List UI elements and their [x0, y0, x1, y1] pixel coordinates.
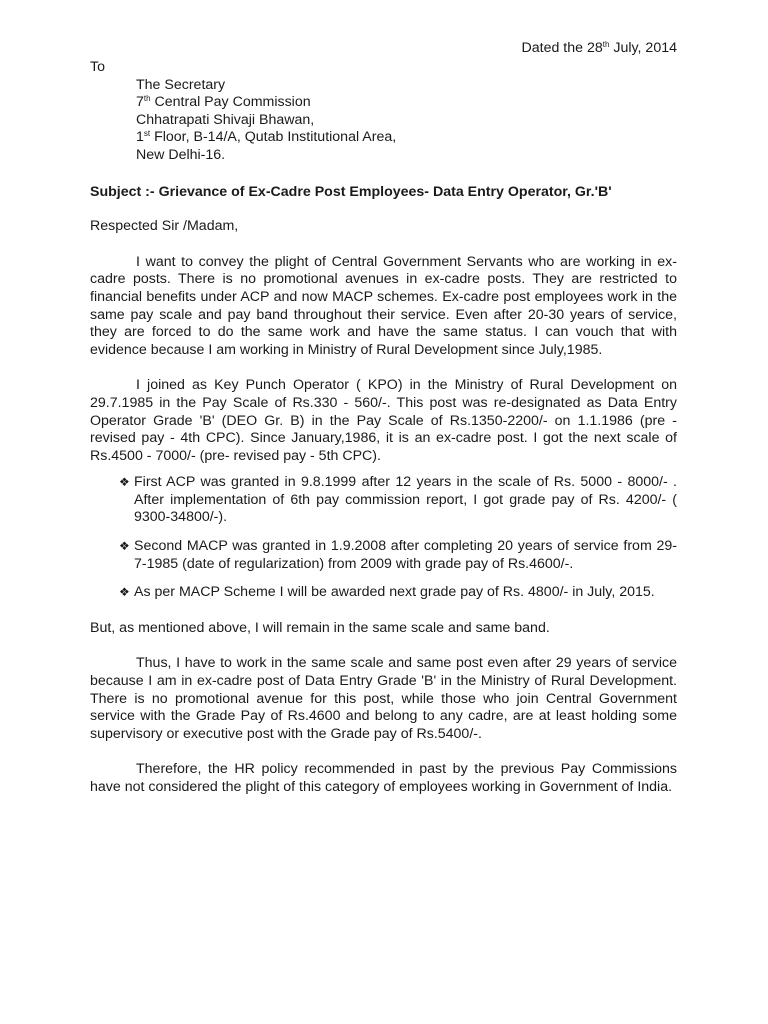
list-item-first-acp: [119, 474, 677, 527]
letter-date: [90, 40, 677, 59]
letter-page: [90, 40, 677, 797]
diamond-bullet-icon: ❖: [119, 585, 130, 600]
paragraph-plight: I want to convey the plight of Central Government Servants who are working in ex-cadre posts. There is no promotional avenues in ex-cadre posts. They are restricted to financial benefits under ACP and now MACP schemes. Ex-cadre post employees work in the same pay scale and pay band throughout their service. Even after 20-30 years of service, they are forced to do the same work and have the same status. I can vouch that with evidence because I am working in Ministry of Rural Development since July,1985.: [90, 253, 677, 358]
floor-number: 1: [136, 129, 144, 146]
commission-ordinal: th: [143, 94, 151, 104]
date-ordinal-suffix: th: [602, 40, 610, 49]
diamond-bullet-icon: ❖: [119, 539, 130, 554]
address-line-city: New Delhi-16.: [136, 146, 226, 163]
salutation: Respected Sir /Madam,: [90, 218, 239, 235]
benefits-list: [90, 474, 677, 602]
recipient-address: [136, 77, 677, 165]
date-prefix: Dated the 28: [521, 40, 603, 56]
floor-ordinal: st: [143, 129, 151, 139]
paragraph-29-years: Thus, I have to work in the same scale and same post even after 29 years of service because I am in ex-cadre post of Data Entry Grade 'B' in the Ministry of Rural Development. There is no promotional avenue for this post, while those who join Central Government service with the Grade Pay of Rs.4600 and belong to any cadre, are at least holding some supervisory or executive post with the Grade pay of Rs.5400/-.: [90, 655, 677, 742]
to-label: To: [90, 59, 105, 75]
paragraph-same-scale: But, as mentioned above, I will remain in the same scale and same band.: [90, 619, 550, 636]
address-line-title: The Secretary: [136, 76, 226, 93]
paragraph-joining-history: I joined as Key Punch Operator ( KPO) in the Ministry of Rural Development on 29.7.1985 in the Pay Scale of Rs.330 - 560/-. This post was re-designated as Data Entry Operator Grade 'B' (DEO Gr. B) in the Pay Scale of Rs.1350-2200/- on 1.1.1986 (pre - revised pay - 4th CPC). Since January,1986, it is an ex-cadre post. I got the next scale of Rs.4500 - 7000/- (pre- revised pay - 5th CPC).: [90, 377, 677, 464]
address-line-floor: [136, 129, 677, 147]
commission-name: Central Pay Commission: [150, 94, 311, 111]
list-item-text: First ACP was granted in 9.8.1999 after 12 years in the scale of Rs. 5000 - 8000/- . After implementation of 6th pay commission report, I got grade pay of Rs. 4200/- ( 9300-34800/-).: [134, 474, 677, 526]
paragraph-hr-policy: Therefore, the HR policy recommended in past by the previous Pay Commissions have not considered the plight of this category of employees working in Government of India.: [90, 761, 677, 795]
letter-subject: Subject :- Grievance of Ex-Cadre Post Employees- Data Entry Operator, Gr.'B': [90, 183, 612, 200]
list-item-text: As per MACP Scheme I will be awarded next grade pay of Rs. 4800/- in July, 2015.: [134, 584, 655, 601]
list-item-second-macp: [119, 538, 677, 573]
list-item-next-macp: [119, 584, 677, 602]
address-line-building: Chhatrapati Shivaji Bhawan,: [136, 111, 315, 128]
address-line-commission: [136, 94, 677, 112]
floor-address: Floor, B-14/A, Qutab Institutional Area,: [150, 129, 397, 146]
commission-number: 7: [136, 94, 144, 111]
date-suffix: July, 2014: [609, 40, 677, 56]
list-item-text: Second MACP was granted in 1.9.2008 after completing 20 years of service from 29-7-1985 (date of regularization) from 2009 with grade pay of Rs.4600/-.: [134, 538, 677, 572]
diamond-bullet-icon: ❖: [119, 475, 130, 490]
